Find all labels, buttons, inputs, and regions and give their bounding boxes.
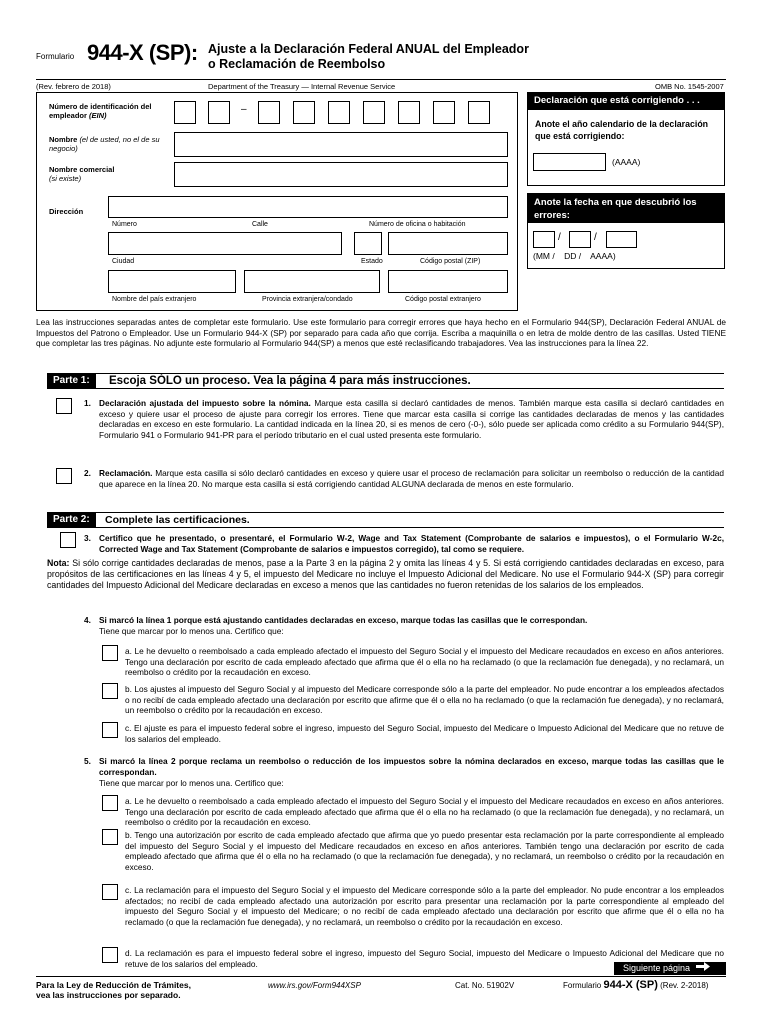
line5a-text: a. Le he devuelto o reembolsado a cada empleado afectado el impuesto del Seguro Social y el impuesto del Medicare recaudados en exceso en años anteriores. Tengo una declaración por escrito de cada empleado afectado que afirma que él o ella no ha reclamado (o que la reclamación fue denegada), y no reclamará, un reembolso o crédito por la recaudación en exceso. [125,796,724,828]
footer-form-id: Formulario 944-X (SP) (Rev. 2-2018) [563,979,709,991]
line3-checkbox[interactable] [60,532,76,548]
line4a-text: a. Le he devuelto o reembolsado a cada empleado afectado el impuesto del Seguro Social y el impuesto del Medicare recaudados en exceso en años anteriores. Tengo una declaración por escrito de cada empleado afectado que afirma que él o ella no ha reclamado (o que la reclamación fue denegada), y no reclamará, un reembolso o crédito por la recaudación en exceso. [125,646,724,678]
irs-url: www.irs.gov/Form944XSP [268,981,361,990]
form-number: 944-X (SP): [87,40,198,65]
ein-digit-2[interactable] [208,101,230,124]
calle-caption: Calle [252,221,268,228]
numero-caption: Número [112,221,137,228]
year-panel-title: Declaración que está corrigiendo . . . [527,92,725,110]
form-title-line1: Ajuste a la Declaración Federal ANUAL del Empleador [208,42,529,56]
line4-number: 4. [84,615,91,625]
line4-sub: Tiene que marcar por lo menos una. Certifico que: [99,626,284,636]
line5b-checkbox[interactable] [102,829,118,845]
line3-number: 3. [84,533,91,543]
line4c-checkbox[interactable] [102,722,118,738]
estado-caption: Estado [361,258,383,265]
rev-date: (Rev. febrero de 2018) [36,82,111,91]
date-slash-1: / [558,232,561,243]
date-year-field[interactable] [606,231,637,248]
line4a-checkbox[interactable] [102,645,118,661]
year-field[interactable] [533,153,606,171]
line1-text: Declaración ajustada del impuesto sobre la nómina. Marque esta casilla si declaró cantidades de menos. También marque esta casilla si declaró cantidades en exceso y quiere usar el proceso de ajuste para corregir los errores. Tiene que marcar esta casilla si corrige las cantidades declaradas de menos y las cantidades declaradas en exceso en este formulario. La cantidad indicada en la línea 20, si es menos de cero (-0-), sólo puede ser aplicada como crédito a su Formulario 944(SP), Formulario 941 o Formulario 941-PR para el período tributario en el cual usted presenta este formulario. [99,398,724,440]
cat-number: Cat. No. 51902V [455,981,515,990]
year-hint: (AAAA) [612,157,641,167]
line5c-checkbox[interactable] [102,884,118,900]
ciudad-caption: Ciudad [112,258,135,265]
form-title-line2: o Reclamación de Reembolso [208,57,386,71]
zip-caption: Código postal (ZIP) [420,258,481,265]
estado-field[interactable] [354,232,382,255]
ein-digit-7[interactable] [398,101,420,124]
nombre-field[interactable] [174,132,508,157]
ein-digit-3[interactable] [258,101,280,124]
line2-number: 2. [84,468,91,478]
ein-digit-8[interactable] [433,101,455,124]
line5c-text: c. La reclamación para el impuesto del Seguro Social y el impuesto del Medicare corresponde sólo a la parte del empleador. No pude encontrar a los empleados afectados; no recibí de cada empleado afectado una autorización por escrito para presentar una reclamación por la parte correspondiente al empleado del impuesto del Seguro Social y el impuesto del Medicare; o no recibí de cada empleado afectado una declaración por escrito que afirme que él o ella no ha reclamado (o que la reclamación fue denegada), y no reclamará, un reembolso o crédito por la recaudación en exceso. [125,885,724,927]
postal-ext-caption: Código postal extranjero [405,296,481,303]
line2-checkbox[interactable] [56,468,72,484]
parte1-title: Escoja SÓLO un proceso. Vea la página 4 para más instrucciones. [109,375,471,387]
date-hint: (MM / DD / AAAA) [533,251,616,261]
parte2-header [47,512,724,528]
department: Department of the Treasury — Internal Revenue Service [208,82,396,91]
postal-ext-field[interactable] [388,270,508,293]
date-month-field[interactable] [533,231,555,248]
line3-text: Certifico que he presentado, o presentaré, el Formulario W-2, Wage and Tax Statement (Comprobante de salarios e impuestos), o el Formulario W-2c, Corrected Wage and Tax Statement (Comprobante de salarios e impuestos corregido), tal como se requiere. [99,533,724,554]
line1-number: 1. [84,398,91,408]
nombre-label: Nombre (el de usted, no el de su negocio) [49,135,160,153]
parte2-title: Complete las certificaciones. [105,514,250,526]
direccion-label: Dirección [49,207,84,216]
oficina-caption: Número de oficina o habitación [369,221,466,228]
direccion-field[interactable] [108,196,508,218]
provincia-field[interactable] [244,270,380,293]
line5d-text: d. La reclamación es para el impuesto federal sobre el ingreso, impuesto del Seguro Social, impuesto del Medicare o Impuesto Adicional del Medicare que no retuve de los salarios del empleado. [125,948,724,969]
comercial-field[interactable] [174,162,508,187]
next-page-button[interactable] [614,962,726,975]
ein-dash: – [241,104,247,115]
line5-sub: Tiene que marcar por lo menos una. Certifico que: [99,778,284,788]
pais-caption: Nombre del país extranjero [112,296,197,303]
parte1-header [47,373,724,389]
line4c-text: c. El ajuste es para el impuesto federal sobre el ingreso, impuesto del Seguro Social, impuesto del Medicare o Impuesto Adicional del Medicare que no retuve de los salarios del empleado. [125,723,724,744]
next-page-label: Siguiente página [623,963,691,973]
line1-checkbox[interactable] [56,398,72,414]
ciudad-field[interactable] [108,232,342,255]
paperwork-notice: Para la Ley de Reducción de Trámites, vea las instrucciones por separado. [36,980,191,1000]
arrow-right-icon [696,962,710,975]
line5-title: Si marcó la línea 2 porque reclama un reembolso o reducción de los impuestos sobre la nómina declarados en exceso, marque todas las casillas que le correspondan. [99,756,724,777]
line5d-checkbox[interactable] [102,947,118,963]
line5-number: 5. [84,756,91,766]
parte1-tag: Parte 1: [47,374,96,388]
date-day-field[interactable] [569,231,591,248]
parte2-tag: Parte 2: [47,513,96,527]
line4b-checkbox[interactable] [102,683,118,699]
ein-digit-9[interactable] [468,101,490,124]
ein-digit-6[interactable] [363,101,385,124]
zip-field[interactable] [388,232,508,255]
ein-digit-5[interactable] [328,101,350,124]
date-slash-2: / [594,232,597,243]
comercial-label: Nombre comercial (si existe) [49,165,115,183]
year-instructions: Anote el año calendario de la declaración que está corrigiendo: [535,119,709,141]
intro-text: Lea las instrucciones separadas antes de completar este formulario. Use este formulario para corregir errores que haya hecho en el Formulario 944(SP), Declaración Federal ANUAL de Impuestos del Patrono o Empleador. Use un Formulario 944-X (SP) por separado para cada año que corrija. Escriba a maquinilla o en letra de molde dentro de las casillas. Usted TIENE que completar las tres páginas. No adjunte este formulario al Formulario 944(SP) a menos que esté reclasificando trabajadores. Vea las instrucciones para la línea 22. [36,317,726,349]
line4-title: Si marcó la línea 1 porque está ajustando cantidades declaradas en exceso, marque todas las casillas que le correspondan. [99,615,588,625]
ein-digit-4[interactable] [293,101,315,124]
date-panel-title: Anote la fecha en que descubrió los errores: [527,193,725,223]
nota-text: Nota: Si sólo corrige cantidades declaradas de menos, pase a la Parte 3 en la página 2 y omita las líneas 4 y 5. Si está corrigiendo cantidades declaradas en exceso, para propósitos de las certificaciones en las líneas 4 y 5, el impuesto del Medicare no incluye el Impuesto Adicional del Medicare. No use el Formulario 944-X (SP) para corregir cantidades del Impuesto Adicional del Medicare declaradas en exceso a menos que las cantidades no fueron retenidas de los salarios de los empleados. [47,558,724,590]
line5a-checkbox[interactable] [102,795,118,811]
line4b-text: b. Los ajustes al impuesto del Seguro Social y al impuesto del Medicare corresponde sólo a la parte del empleador. No pude encontrar a los empleados afectados o no recibí de cada empleado afectado una declaración por escrito que afirme que él o ella no ha reclamado (o que la reclamación fue denegada), y no reclamará, un reembolso o crédito por la recaudación en exceso. [125,684,724,716]
provincia-caption: Provincia extranjera/condado [262,296,353,303]
ein-digit-1[interactable] [174,101,196,124]
line2-text: Reclamación. Marque esta casilla si sólo declaró cantidades en exceso y quiere usar el proceso de reclamación para solicitar un reembolso o reducción de la cantidad que aparece en la línea 20. No marque esta casilla si está corrigiendo cantidad ALGUNA declarada de menos en este formulario. [99,468,725,489]
ein-label: Número de identificación del empleador (EIN) [49,102,152,120]
formulario-label: Formulario [36,52,75,61]
pais-field[interactable] [108,270,236,293]
line5b-text: b. Tengo una autorización por escrito de cada empleado afectado que afirma que yo puedo presentar esta reclamación por la parte correspondiente al empleado del impuesto del Seguro Social y el impuesto del Medicare recaudados en exceso en años anteriores. También tengo una declaración por escrito de cada empleado afectado que afirma que él o ella no ha reclamado (o que la reclamación fue denegada), y no reclamará, un reembolso o crédito por la recaudación en exceso. [125,830,724,872]
omb-number: OMB No. 1545-2007 [655,82,724,91]
